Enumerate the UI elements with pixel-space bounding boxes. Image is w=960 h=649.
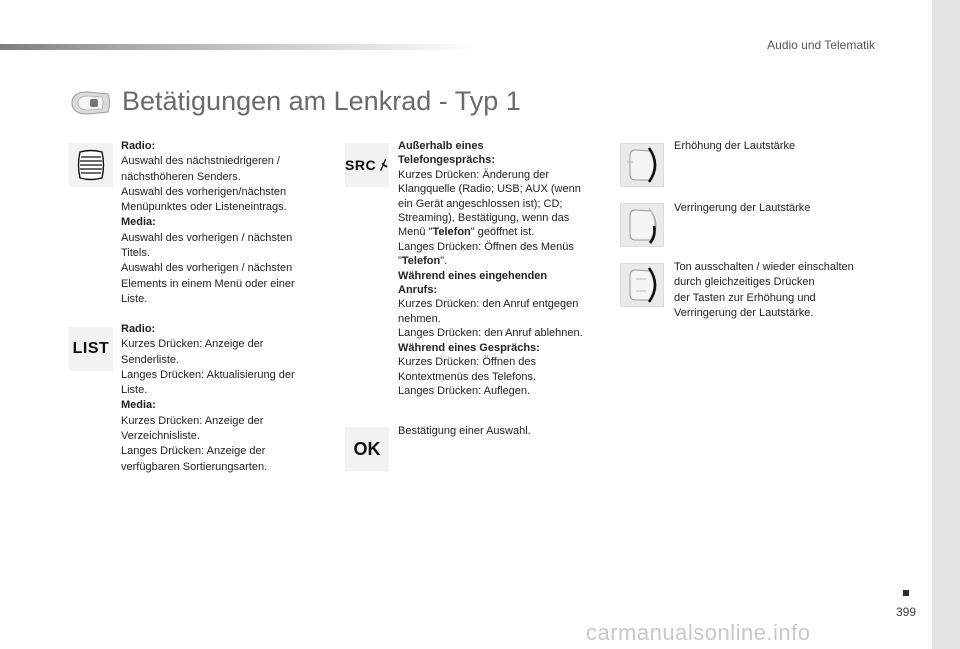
text-line: durch gleichzeitiges Drücken xyxy=(674,276,815,289)
text-line: "Telefon". xyxy=(398,255,448,268)
volume-up-description xyxy=(674,139,884,154)
text-line: Langes Drücken: Aktualisierung der xyxy=(121,368,295,381)
mute-icon xyxy=(621,264,663,306)
text-line: Kurzes Drücken: Änderung der xyxy=(398,168,550,181)
radio-heading: Radio: xyxy=(121,323,156,335)
text-line: Auswahl des vorherigen / nächsten xyxy=(121,231,293,244)
text-line: Kurzes Drücken: Anzeige der xyxy=(121,414,264,427)
volume-down-icon xyxy=(621,204,663,246)
text-line: Kurzes Drücken: Öffnen des xyxy=(398,356,536,369)
right-margin-band xyxy=(932,0,960,649)
outside-call-heading: Außerhalb eines xyxy=(398,140,484,152)
outside-call-heading: Telefongesprächs: xyxy=(398,154,495,167)
page-number: 399 xyxy=(896,605,917,619)
scroll-wheel-control xyxy=(69,143,113,187)
volume-up-icon xyxy=(621,144,663,186)
scroll-wheel-icon xyxy=(74,148,108,182)
ok-button-label: OK xyxy=(353,438,381,459)
section-title: Audio und Telematik xyxy=(767,38,875,52)
incoming-call-heading: Während eines eingehenden xyxy=(398,269,548,282)
list-button-description xyxy=(121,322,326,475)
text-line: nehmen. xyxy=(398,312,441,325)
text-line: nächsthöheren Senders. xyxy=(121,170,241,183)
text-line: Verringerung der Lautstärke xyxy=(674,202,811,214)
mute-control xyxy=(620,263,664,307)
text-line: Kurzes Drücken: Anzeige der xyxy=(121,338,264,351)
text-line: ein Gerät angeschlossen ist); CD; xyxy=(398,197,563,210)
text-line: Menüpunktes oder Listeneintrags. xyxy=(121,201,287,214)
text-line: der Tasten zur Erhöhung und xyxy=(674,291,816,304)
src-button-label: SRC xyxy=(345,157,377,173)
steering-wheel-icon xyxy=(68,88,112,118)
text-line: Auswahl des vorherigen/nächsten xyxy=(121,185,287,198)
mute-description xyxy=(674,260,884,321)
list-button-label: LIST xyxy=(72,340,110,357)
page-title: Betätigungen am Lenkrad - Typ 1 xyxy=(122,86,521,116)
header-gradient-bar xyxy=(0,44,480,50)
volume-down-description xyxy=(674,201,884,216)
text-line: Ton ausschalten / wieder einschalten xyxy=(674,261,854,273)
text-line: Langes Drücken: Auflegen. xyxy=(398,384,531,397)
text-line: Erhöhung der Lautstärke xyxy=(674,140,796,152)
text-line: Titels. xyxy=(121,247,150,260)
text-line: Langes Drücken: Anzeige der xyxy=(121,445,266,458)
text-line: Kurzes Drücken: den Anruf entgegen xyxy=(398,298,579,311)
list-button xyxy=(69,327,113,371)
text-line: Liste. xyxy=(121,292,148,305)
incoming-call-heading: Anrufs: xyxy=(398,284,438,297)
text-line: Klangquelle (Radio; USB; AUX (wenn xyxy=(398,183,581,196)
ok-button xyxy=(345,427,389,471)
during-call-heading: Während eines Gesprächs: xyxy=(398,341,540,354)
text-line: Senderliste. xyxy=(121,353,180,366)
src-button-description xyxy=(398,139,610,398)
text-line: Verzeichnisliste. xyxy=(121,430,200,443)
text-line: Langes Drücken: Öffnen des Menüs xyxy=(398,240,574,253)
text-line: Auswahl des vorherigen / nächsten xyxy=(121,262,293,275)
text-line: Menü "Telefon" geöffnet ist. xyxy=(398,226,535,239)
text-line: Verringerung der Lautstärke. xyxy=(674,306,814,319)
text-line: Auswahl des nächstniedrigeren / xyxy=(121,155,280,168)
scroll-wheel-description xyxy=(121,139,326,307)
text-line: Liste. xyxy=(121,384,148,397)
radio-heading: Radio: xyxy=(121,140,156,152)
watermark: carmanualsonline.info xyxy=(586,620,811,645)
src-phone-button xyxy=(345,143,389,187)
text-line: verfügbaren Sortierungsarten. xyxy=(121,460,268,473)
media-heading: Media: xyxy=(121,216,156,229)
phone-icon xyxy=(379,157,389,173)
text-line: Streaming), Bestätigung, wenn das xyxy=(398,212,570,225)
page-marker xyxy=(903,590,909,596)
volume-up-control xyxy=(620,143,664,187)
text-line: Langes Drücken: den Anruf ablehnen. xyxy=(398,327,583,340)
text-line: Elements in einem Menü oder einer xyxy=(121,277,295,290)
ok-button-description xyxy=(398,424,610,439)
volume-down-control xyxy=(620,203,664,247)
media-heading: Media: xyxy=(121,399,156,412)
text-line: Bestätigung einer Auswahl. xyxy=(398,425,531,437)
text-line: Kontextmenüs des Telefons. xyxy=(398,370,536,383)
